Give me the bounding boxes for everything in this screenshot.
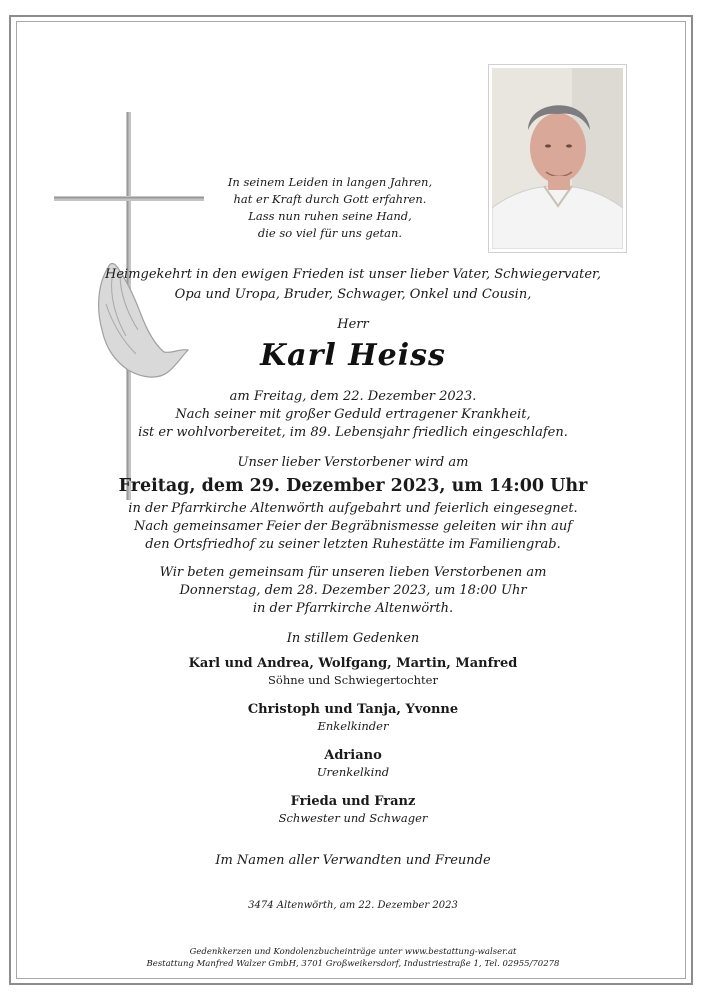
funeral-line-2: Nach gemeinsamer Feier der Begräbnismesse geleiten wir ihn auf xyxy=(133,519,573,534)
poem-line: Lass nun ruhen seine Hand, xyxy=(248,209,412,223)
footer-line-2: Bestattung Manfred Walzer GmbH, 3701 Großweikersdorf, Industriestraße 1, Tel. 02955/70278 xyxy=(146,959,560,969)
mourner-relation: Urenkelkind xyxy=(316,765,390,779)
place-date: 3474 Altenwörth, am 22. Dezember 2023 xyxy=(248,900,458,911)
portrait-image xyxy=(492,68,623,249)
deceased-name: Karl Heiss xyxy=(260,338,446,373)
mourner-relation: Enkelkinder xyxy=(317,719,389,733)
mourner-names: Frieda und Franz xyxy=(290,794,416,809)
portrait-photo xyxy=(488,64,627,253)
cross-praying-hands-icon xyxy=(50,108,210,504)
mourner-names: Karl und Andrea, Wolfgang, Martin, Manfred xyxy=(188,656,518,671)
funeral-line-3: den Ortsfriedhof zu seiner letzten Ruhestätte im Familiengrab. xyxy=(145,537,561,552)
intro-line-1: Heimgekehrt in den ewigen Frieden ist unser lieber Vater, Schwiegervater, xyxy=(105,267,601,282)
closing: Im Namen aller Verwandten und Freunde xyxy=(215,853,491,868)
funeral-date: Freitag, dem 29. Dezember 2023, um 14:00 Uhr xyxy=(118,476,588,496)
poem-line: die so viel für uns getan. xyxy=(257,226,403,240)
poem-line: In seinem Leiden in langen Jahren, xyxy=(227,175,433,189)
funeral-line-1: in der Pfarrkirche Altenwörth aufgebahrt und feierlich eingesegnet. xyxy=(128,501,578,516)
intro-line-2: Opa und Uropa, Bruder, Schwager, Onkel und Cousin, xyxy=(174,287,532,302)
death-line-2: Nach seiner mit großer Geduld ertragener Krankheit, xyxy=(175,407,531,422)
mourner-relation: Söhne und Schwiegertochter xyxy=(268,673,438,687)
poem xyxy=(186,174,474,242)
mourner-relation: Schwester und Schwager xyxy=(278,811,428,825)
salutation: Herr xyxy=(337,317,369,332)
footer-line-1: Gedenkkerzen und Kondolenzbucheinträge unter www.bestattung-walser.at xyxy=(189,947,517,957)
prayer-line-3: in der Pfarrkirche Altenwörth. xyxy=(252,601,454,616)
mourner-names: Christoph und Tanja, Yvonne xyxy=(247,702,459,717)
mourner-names: Adriano xyxy=(324,748,382,763)
funeral-lead: Unser lieber Verstorbener wird am xyxy=(237,455,469,470)
prayer-line-2: Donnerstag, dem 28. Dezember 2023, um 18:00 Uhr xyxy=(179,583,527,598)
remembrance: In stillem Gedenken xyxy=(286,631,420,646)
death-line-1: am Freitag, dem 22. Dezember 2023. xyxy=(229,389,477,404)
death-line-3: ist er wohlvorbereitet, im 89. Lebensjahr friedlich eingeschlafen. xyxy=(138,425,568,440)
poem-line: hat er Kraft durch Gott erfahren. xyxy=(233,192,427,206)
prayer-line-1: Wir beten gemeinsam für unseren lieben Verstorbenen am xyxy=(159,565,547,580)
